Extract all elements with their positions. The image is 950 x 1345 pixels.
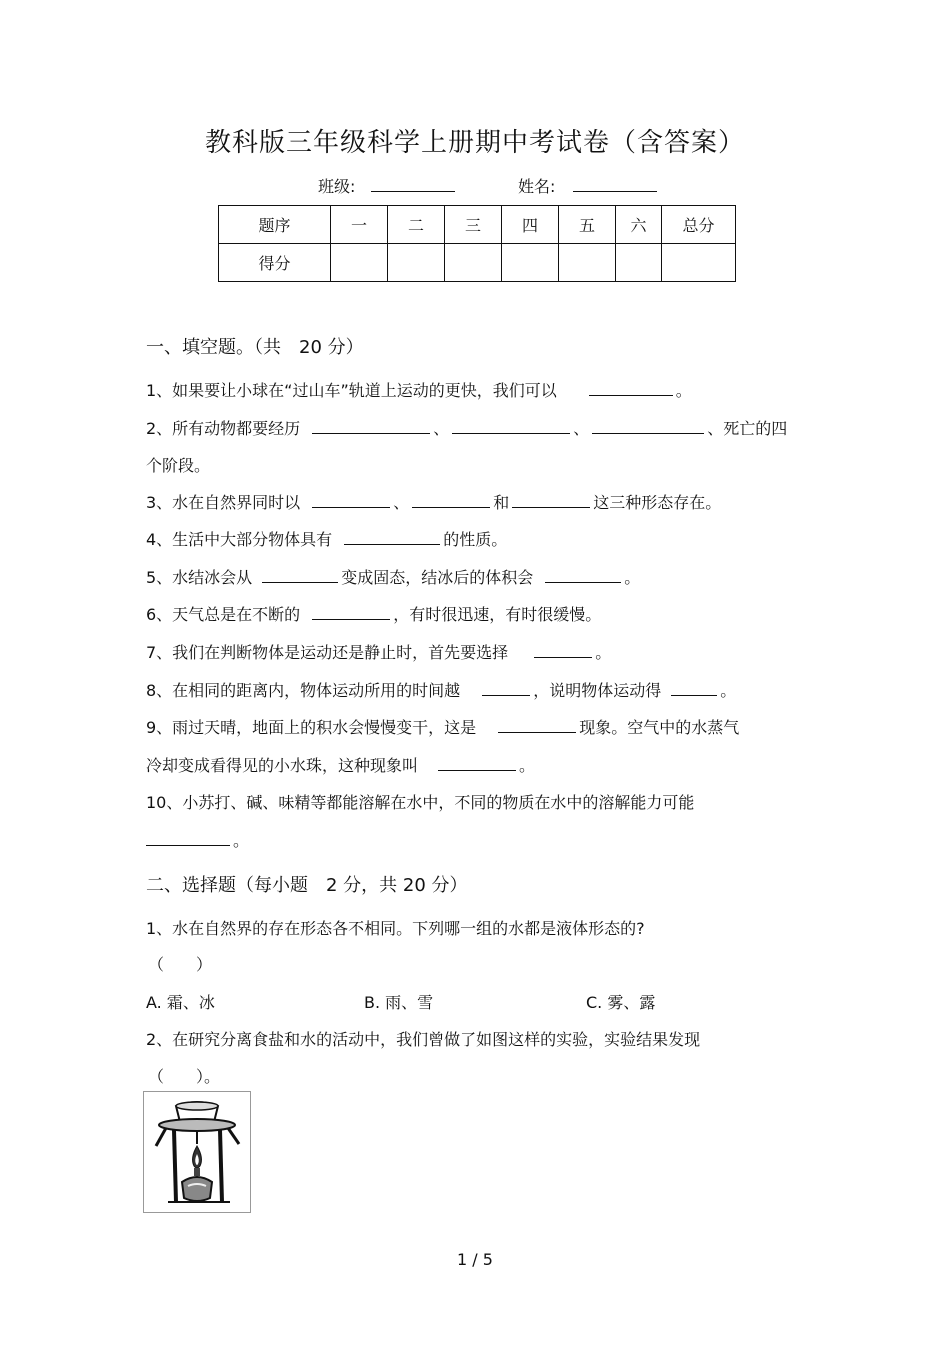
question-text: 变成固态，结冰后的体积会	[341, 568, 534, 587]
question-1-1	[146, 378, 692, 401]
question-text: 。	[675, 381, 692, 400]
table-cell: 六	[616, 206, 662, 244]
answer-blank	[671, 680, 717, 696]
score-cell	[502, 244, 559, 282]
table-cell: 总分	[662, 206, 736, 244]
table-cell: 四	[502, 206, 559, 244]
question-text: 。	[233, 831, 250, 850]
page-title: 教科版三年级科学上册期中考试卷（含答案）	[204, 128, 745, 158]
question-1-6	[146, 602, 601, 625]
score-cell	[662, 244, 736, 282]
table-cell: 得分	[219, 244, 331, 282]
question-1-10-cont	[146, 828, 249, 851]
option-a: A. 霜、冰	[146, 993, 215, 1012]
question-1-2-cont: 个阶段。	[146, 456, 211, 475]
score-cell	[616, 244, 662, 282]
score-cell	[445, 244, 502, 282]
question-text: 6、天气总是在不断的	[146, 605, 301, 624]
question-text: ，有时很迅速，有时很缓慢。	[393, 605, 602, 624]
evaporation-apparatus-icon	[144, 1092, 250, 1212]
name-blank	[573, 175, 657, 192]
question-text: 4、生活中大部分物体具有	[146, 530, 333, 549]
question-text: 7、我们在判断物体是运动还是静止时，首先要选择	[146, 643, 509, 662]
answer-blank	[589, 380, 673, 396]
question-text: 现象。空气中的水蒸气	[579, 718, 740, 737]
question-text: 。	[624, 568, 641, 587]
question-1-9-cont	[146, 753, 535, 776]
answer-blank	[592, 418, 704, 434]
question-1-4	[146, 527, 507, 550]
table-cell: 二	[388, 206, 445, 244]
question-text: 的性质。	[443, 530, 508, 549]
question-1-9	[146, 715, 739, 738]
answer-blank	[412, 492, 490, 508]
question-1-7	[146, 640, 611, 663]
answer-blank	[482, 680, 530, 696]
table-cell: 三	[445, 206, 502, 244]
question-text: 8、在相同的距离内，物体运动所用的时间越	[146, 681, 461, 700]
question-text: 3、水在自然界同时以	[146, 493, 301, 512]
answer-blank	[146, 830, 230, 846]
answer-blank	[534, 642, 592, 658]
section1-heading: 一、填空题。（共 20 分）	[146, 337, 364, 358]
page-number: 1 / 5	[457, 1250, 493, 1269]
table-cell: 一	[331, 206, 388, 244]
answer-blank	[312, 492, 390, 508]
score-cell	[331, 244, 388, 282]
question-text: ，说明物体运动得	[533, 681, 662, 700]
answer-blank	[545, 567, 621, 583]
question-text: 。	[519, 756, 536, 775]
answer-blank	[452, 418, 570, 434]
answer-blank	[438, 755, 516, 771]
class-field	[318, 174, 455, 197]
table-cell: 五	[559, 206, 616, 244]
answer-blank	[344, 529, 440, 545]
table-cell: 题序	[219, 206, 331, 244]
answer-blank	[312, 604, 390, 620]
question-text: 5、水结冰会从	[146, 568, 253, 587]
name-field	[518, 174, 657, 197]
question-text: 1、如果要让小球在“过山车”轨道上运动的更快，我们可以	[146, 381, 557, 400]
question-1-10: 10、小苏打、碱、味精等都能溶解在水中，不同的物质在水中的溶解能力可能	[146, 793, 695, 812]
score-table-header-row	[219, 206, 736, 244]
name-label: 姓名:	[518, 177, 556, 196]
class-label: 班级:	[318, 177, 356, 196]
question-text: 、	[433, 419, 450, 438]
question-1-2	[146, 416, 787, 439]
score-table-score-row	[219, 244, 736, 282]
class-blank	[371, 175, 455, 192]
answer-paren: （ ）	[148, 955, 213, 974]
section2-heading: 二、选择题（每小题 2 分，共 20 分）	[146, 875, 468, 896]
question-text: 9、雨过天晴，地面上的积水会慢慢变干，这是	[146, 718, 477, 737]
option-c: C. 雾、露	[586, 993, 656, 1012]
question-1-3	[146, 490, 721, 513]
question-2-2: 2、在研究分离食盐和水的活动中，我们曾做了如图这样的实验，实验结果发现	[146, 1030, 701, 1049]
question-text: 冷却变成看得见的小水珠，这种现象叫	[146, 756, 419, 775]
answer-blank	[512, 492, 590, 508]
question-text: 这三种形态存在。	[593, 493, 722, 512]
question-text: 、	[393, 493, 410, 512]
score-table	[218, 205, 736, 282]
answer-blank	[262, 567, 338, 583]
score-cell	[559, 244, 616, 282]
question-text: 、	[573, 419, 590, 438]
option-b: B. 雨、雪	[364, 993, 434, 1012]
question-text: 。	[595, 643, 612, 662]
question-text: 2、所有动物都要经历	[146, 419, 301, 438]
question-text: 和	[493, 493, 510, 512]
question-text: 、死亡的四	[707, 419, 788, 438]
question-1-5	[146, 565, 640, 588]
answer-blank	[498, 717, 576, 733]
question-2-1: 1、水在自然界的存在形态各不相同。下列哪一组的水都是液体形态的?	[146, 919, 645, 938]
evaporation-figure	[143, 1091, 251, 1213]
question-1-8	[146, 678, 736, 701]
score-cell	[388, 244, 445, 282]
question-text: 。	[720, 681, 737, 700]
answer-paren: （ ）。	[148, 1067, 221, 1086]
answer-blank	[312, 418, 430, 434]
